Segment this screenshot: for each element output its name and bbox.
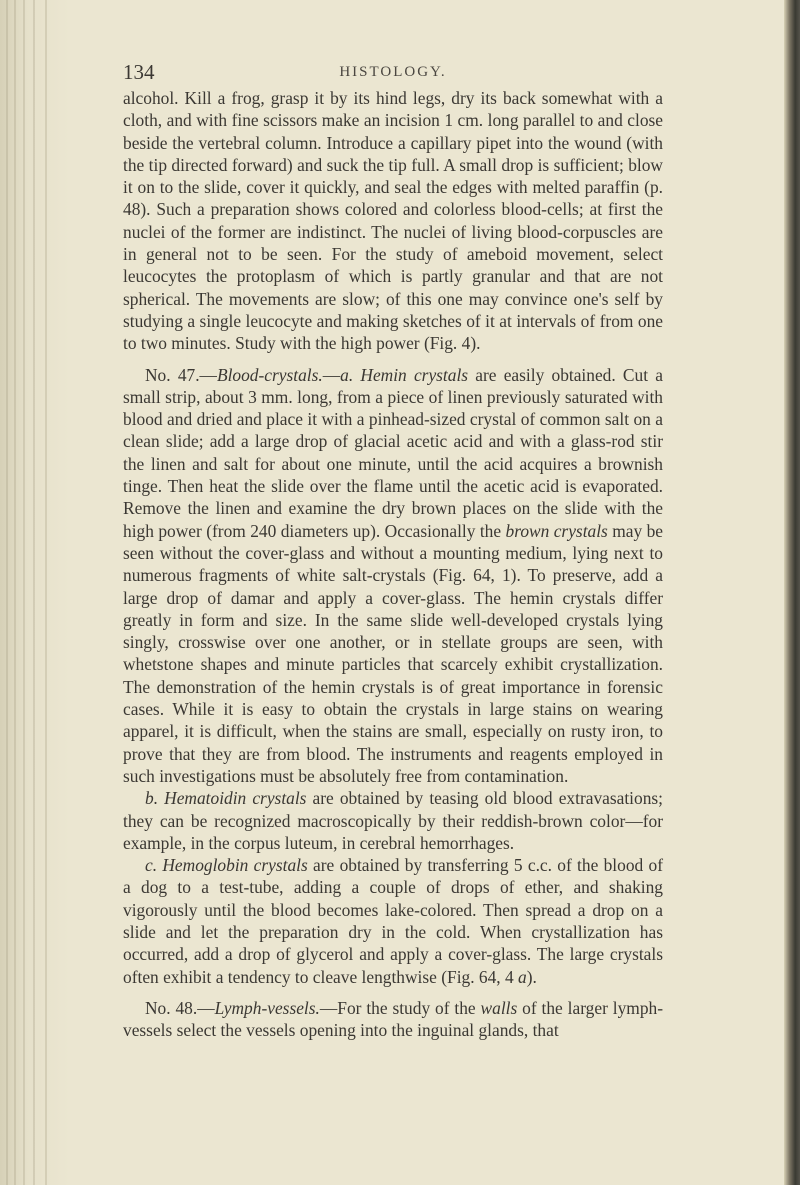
emphasis: walls bbox=[480, 997, 518, 1018]
paragraph-blood-crystals bbox=[123, 364, 663, 788]
edge-stripe bbox=[14, 0, 16, 1185]
emphasis: a bbox=[518, 966, 527, 987]
paragraph-hematoidin bbox=[123, 787, 663, 854]
subsection-title: b. Hematoidin crystals bbox=[145, 788, 307, 809]
paragraph-text: —For the study of the bbox=[319, 997, 481, 1018]
paragraph-text: are obtained by teasing old blood extravasations; they can be recognized macroscopically by their reddish-brown color—for example, in the corpus luteum, in cerebral hemorrhages. bbox=[123, 788, 664, 853]
section-number: No. 47.— bbox=[145, 364, 217, 385]
paragraph-frog-blood: alcohol. Kill a frog, grasp it by its hind legs, dry its back somewhat with a cloth, and with fine scissors make an incision 1 cm. long parallel to and close beside the vertebral column. Introduce a capillary pipet into the wound (with the tip directed forward) and suck the tip full. A small drop is sufficient; blow it on to the slide, cover it quickly, and seal the edges with melted paraffin (p. 48). Such a preparation shows colored and colorless blood-cells; at first the nuclei of the former are indistinct. The nuclei of living blood-corpuscles are in general not to be seen. For the study of ameboid movement, select leucocytes the protoplasm of which is partly granular and that are not spherical. The movements are slow; of this one may convince one's self by studying a single leucocyte and making sketches of it at intervals of from one to two minutes. Study with the high power (Fig. 4). bbox=[123, 88, 663, 354]
paragraph-text: of the larger lymph-vessels select the vessels opening into the inguinal glands, that bbox=[123, 997, 664, 1041]
page-left-edge bbox=[0, 0, 70, 1185]
running-head: HISTOLOGY. bbox=[339, 64, 447, 80]
page-number: 134 bbox=[123, 60, 155, 84]
section-number: No. 48.— bbox=[145, 997, 215, 1018]
edge-stripe bbox=[23, 0, 25, 1185]
paragraph-hemoglobin bbox=[123, 854, 663, 988]
paragraph-text: are obtained by transferring 5 c.c. of the blood of a dog to a test-tube, adding a couple of drops of ether, and shaking vigorously until the blood becomes lake-colored. Then spread a drop on a slide and let the preparation dry in the cold. When crystallization has occurred, add a drop of glycerol and apply a cover-glass. The large crystals often exhibit a tendency to cleave lengthwise (Fig. 64, 4 bbox=[123, 855, 663, 987]
edge-stripe bbox=[45, 0, 47, 1185]
page-right-edge bbox=[784, 0, 800, 1185]
dash: — bbox=[322, 364, 341, 385]
paragraph-text: ). bbox=[526, 966, 537, 987]
edge-stripe bbox=[33, 0, 35, 1185]
emphasis: brown crystals bbox=[505, 520, 608, 541]
subsection-title: a. Hemin crystals bbox=[340, 364, 469, 385]
paragraph-text: may be seen without the cover-glass and without a mounting medium, lying next to numerous fragments of white salt-crystals (Fig. 64, 1). To preserve, add a large drop of damar and apply a cover-glass. The hemin crystals differ greatly in form and size. In the same slide well-developed crystals lying singly, crosswise over one another, or in stellate groups are seen, with whetstone shapes and minute particles that scarcely exhibit crystallization. The demonstration of the hemin crystals is of great importance in forensic cases. While it is easy to obtain the crystals in large stains on wearing apparel, it is difficult, when the stains are small, especially on rusty iron, to prove that they are from blood. The instruments and reagents employed in such investigations must be absolutely free from contamination. bbox=[123, 520, 664, 786]
paragraph-text: are easily obtained. Cut a small strip, about 3 mm. long, from a piece of linen previously saturated with blood and dried and place it with a pinhead-sized crystal of common salt on a clean slide; add a large drop of glacial acetic acid and with a glass-rod stir the linen and salt for about one minute, until the acid acquires a brownish tinge. Then heat the slide over the flame until the acetic acid is evaporated. Remove the linen and examine the dry brown places on the slide with the high power (from 240 diameters up). Occasionally the bbox=[123, 364, 663, 541]
section-title: Lymph-vessels. bbox=[214, 997, 320, 1018]
paragraph-lymph-vessels bbox=[123, 997, 663, 1042]
subsection-title: c. Hemoglobin crystals bbox=[145, 855, 308, 876]
section-title: Blood-crystals. bbox=[216, 364, 323, 385]
edge-stripe bbox=[6, 0, 8, 1185]
body-text bbox=[123, 87, 663, 1041]
